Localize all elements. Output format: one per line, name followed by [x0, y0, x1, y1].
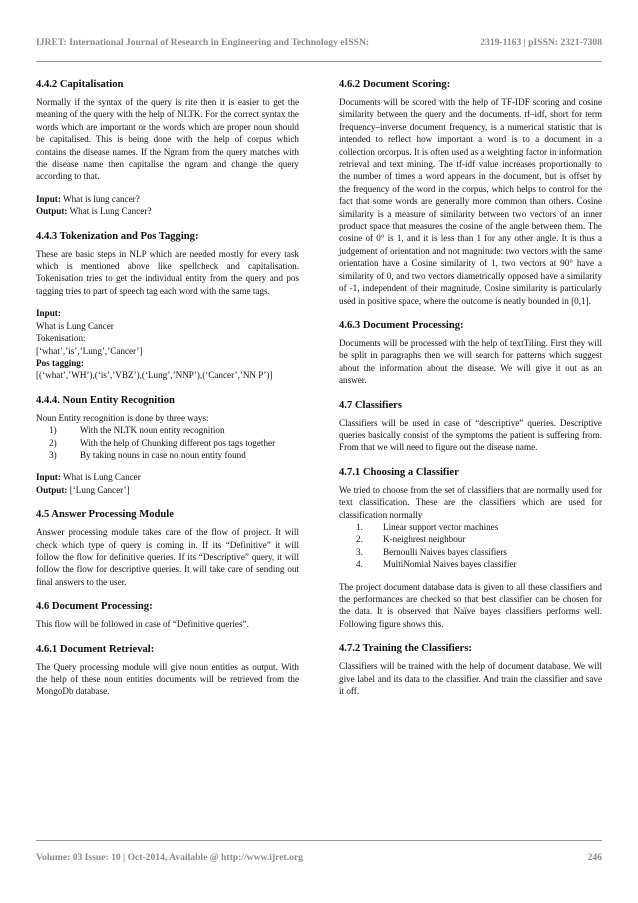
- journal-name: IJRET: International Journal of Research in Engineering and Technology eISSN:: [36, 37, 370, 48]
- section-4-6-1-body: The Query processing module will give noun entities as output. With the help of these noun entities documents will be retrieved from the MongoDb database.: [36, 661, 299, 697]
- input-label: Input:: [36, 193, 61, 204]
- section-4-4-4-intro: Noun Entity recognition is done by three ways:: [36, 412, 209, 423]
- section-4-4-3-title: 4.4.3 Tokenization and Pos Tagging:: [36, 230, 199, 242]
- page-number: 246: [587, 852, 602, 863]
- running-footer: [36, 852, 602, 863]
- tokenisation-label: Tokenisation:: [36, 333, 86, 344]
- list-item: 3. Bernoulli Naives bayes classifiers: [356, 546, 507, 557]
- running-header: [36, 37, 602, 53]
- input-label: Input:: [36, 308, 61, 319]
- ner-example: [36, 471, 299, 496]
- section-4-7-1-body: We tried to choose from the set of classifiers that are normally used for text classification. These are the classifiers which are used for classification normally: [339, 484, 602, 520]
- right-column: [339, 78, 602, 697]
- section-4-7-title: 4.7 Classifiers: [339, 399, 402, 411]
- tokenisation-value: [‘what’,’is’,’Lung’,’Cancer’]: [36, 345, 143, 356]
- list-item: 2. K-neighrest neighbour: [356, 534, 466, 545]
- pos-tagging-value: [(‘what’,’WH’),(‘is’,’VBZ’),(‘Lung’,’NNP’),(‘Cancer’,’NN P’)]: [36, 370, 273, 381]
- issn-text: 2319-1163 | pISSN: 2321-7308: [480, 37, 602, 48]
- input-text: What is Lung Cancer: [36, 320, 114, 331]
- input-label: Input:: [36, 472, 61, 483]
- ner-methods-list: [36, 424, 299, 461]
- section-4-6-title: 4.6 Document Processing:: [36, 601, 153, 613]
- section-4-7-1-body-2: The project document database data is given to all these classifiers and the performances are checked so that best classifier can be chosen for the data. It is observed that Naïve bayes classifiers performs well. Following figure shows this.: [339, 581, 602, 629]
- section-4-6-2-body: Documents will be scored with the help of TF-IDF scoring and cosine similarity between the query and the documents. tf–idf, short for term frequency–inverse document frequency, is a numerical statistic that is intended to reflect how important a word is to a document in a collection orcorpus. It is often used as a weighting factor in information retrieval and text mining. The tf-idf value increases proportionally to the number of times a word appears in the document, but is offset by the frequency of the word in the corpus, which helps to control for the fact that some words are generally more common than others. Cosine similarity is a measure of similarity between two vectors of an inner product space that measures the cosine of the angle between them. The cosine of 0° is 1, and it is less than 1 for any other angle. It is thus a judgement of orientation and not magnitude: two vectors with the same orientation have a Cosine similarity of 1, two vectors at 90° have a similarity of 0, and two vectors diametrically opposed have a similarity of -1, independent of their magnitude. Cosine similarity is particularly used in positive space, where the outcome is neatly bounded in [0,1].: [339, 97, 602, 306]
- header-rule: [36, 61, 602, 62]
- output-label: Output:: [36, 206, 68, 217]
- section-4-6-2-title: 4.6.2 Document Scoring:: [339, 79, 451, 90]
- section-4-6-3-title: 4.6.3 Document Processing:: [339, 319, 464, 331]
- list-item: 2) With the help of Chunking different pos tags together: [49, 437, 276, 448]
- section-4-6-1-title: 4.6.1 Document Retrieval:: [36, 643, 155, 655]
- section-4-4-2-title: 4.4.2 Capitalisation: [36, 79, 124, 90]
- list-item: 1. Linear support vector machines: [356, 521, 499, 532]
- pos-tagging-label: Pos tagging:: [36, 357, 84, 368]
- section-4-4-4-title: 4.4.4. Noun Entity Recognition: [36, 394, 175, 406]
- section-4-4-3-body: These are basic steps in NLP which are needed mostly for every task which is mentioned above like spellcheck and capitalisation. Tokenisation tries to get the individual entity from the query and pos tagging tries to part of speech tag each word with the same tags.: [36, 248, 299, 296]
- section-4-6-body: This flow will be followed in case of “Definitive queries”.: [36, 619, 249, 630]
- output-value: What is Lung Cancer?: [67, 206, 152, 217]
- section-4-7-2-body: Classifiers will be trained with the help of document database. We will give label and its data to the classifier. And train the classifier and save it off.: [339, 661, 602, 697]
- list-item: 4. MultiNomial Naives bayes classifier: [356, 559, 517, 570]
- section-4-4-2-body: Normally if the syntax of the query is rite then it is easier to get the meaning of the query with the help of NLTK. For the correct syntax the words which are important or the words which are proper noun should be capitalised. This is being done with the help of corpus which contains the disease names. If the Ngram from the query matches with the disease name then capitalise the ngram and change the query according to that.: [36, 97, 299, 182]
- output-label: Output:: [36, 484, 68, 495]
- section-4-7-1-title: 4.7.1 Choosing a Classifier: [339, 466, 459, 478]
- footer-rule: [36, 840, 602, 841]
- list-item: 1) With the NLTK noun entity recognition: [49, 425, 225, 436]
- section-4-7-2-title: 4.7.2 Training the Classifiers:: [339, 643, 472, 655]
- section-4-6-3-body: Documents will be processed with the help of textTiling. First they will be split in paragraphs then we will search for patterns which suggest about the information about the disease. We will give it out as an answer.: [339, 337, 602, 386]
- section-4-7-body: Classifiers will be used in case of “descriptive” queries. Descriptive queries basically consist of the symptoms the patient is suffering from. From that we will need to figure out the disease name.: [339, 417, 602, 453]
- classifier-list: [339, 521, 602, 571]
- footer-text: Volume: 03 Issue: 10 | Oct-2014, Available @ http://www.ijret.org: [36, 852, 303, 863]
- section-4-5-body: Answer processing module takes care of the flow of project. It will check which type of query is coming in. If its “Definitive” it will follow the flow for definitive queries. If its “Descriptive” query, it will follow the flow for descriptive queries. It will take care of sending out final answers to the user.: [36, 527, 299, 587]
- input-value: What is Lung Cancer: [60, 472, 141, 483]
- capitalisation-example: [36, 193, 299, 218]
- tokenization-example: [36, 307, 299, 381]
- section-4-5-title: 4.5 Answer Processing Module: [36, 509, 174, 521]
- list-item: 3) By taking nouns in case no noun entity found: [49, 449, 246, 460]
- output-value: [‘Lung Cancer’]: [67, 484, 130, 495]
- left-column: [36, 78, 299, 698]
- input-value: What is lung cancer?: [60, 193, 140, 204]
